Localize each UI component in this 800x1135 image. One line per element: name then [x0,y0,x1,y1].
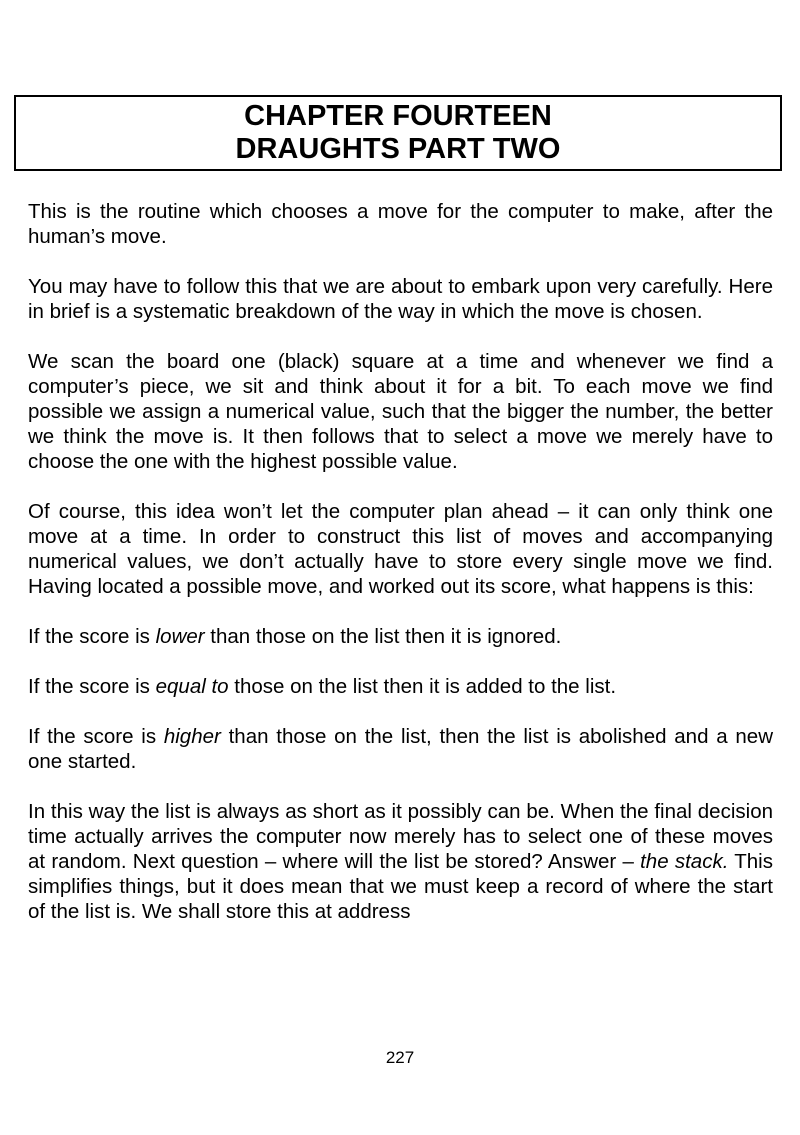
paragraph [28,674,773,699]
paragraph [28,624,773,649]
emphasis-text: lower [155,625,205,648]
chapter-title-box [14,95,782,171]
paragraph: You may have to follow this that we are about to embark upon very carefully. Here in brief is a systematic breakdown of the way in which the move is chosen. [28,275,773,323]
paragraph-text: If the score is [28,675,156,698]
emphasis-text: the stack. [640,850,729,873]
paragraph-text: than those on the list, then the list is abolished and a new one started. [28,725,773,773]
paragraph-text: than those on the list then it is ignored. [204,625,562,648]
chapter-title-heading: DRAUGHTS PART TWO [235,133,561,165]
page-number: 227 [385,1048,415,1067]
paragraph [28,724,773,774]
paragraph [28,799,773,924]
paragraph: Of course, this idea won’t let the computer plan ahead – it can only think one move at a time. In order to construct this list of moves and accompanying numerical values, we don’t actually have to store every single move we find. Having located a possible move, and worked out its score, what happens is this: [28,500,773,598]
chapter-number-heading: CHAPTER FOURTEEN [244,100,552,132]
paragraph: We scan the board one (black) square at a time and whenever we find a computer’s piece, we sit and think about it for a bit. To each move we find possible we assign a numerical value, such that the bigger the number, the better we think the move is. It then follows that to select a move we merely have to choose the one with the highest possible value. [28,350,773,473]
paragraph-text: If the score is [28,725,164,748]
paragraph-text: If the score is [28,625,156,648]
paragraph-text: This simplifies things, but it does mean that we must keep a record of where the start of the list is. We shall store this at address [28,850,773,923]
paragraph: This is the routine which chooses a move for the computer to make, after the human’s move. [28,200,773,248]
paragraph-text: In this way the list is always as short as it possibly can be. When the final decision time actually arrives the computer now merely has to select one of these moves at random. Next question – where will the list be stored? Answer – [28,800,773,873]
paragraph-text: those on the list then it is added to the list. [228,675,617,698]
emphasis-text: higher [163,725,221,748]
emphasis-text: equal to [155,675,229,698]
body-text [28,199,773,924]
